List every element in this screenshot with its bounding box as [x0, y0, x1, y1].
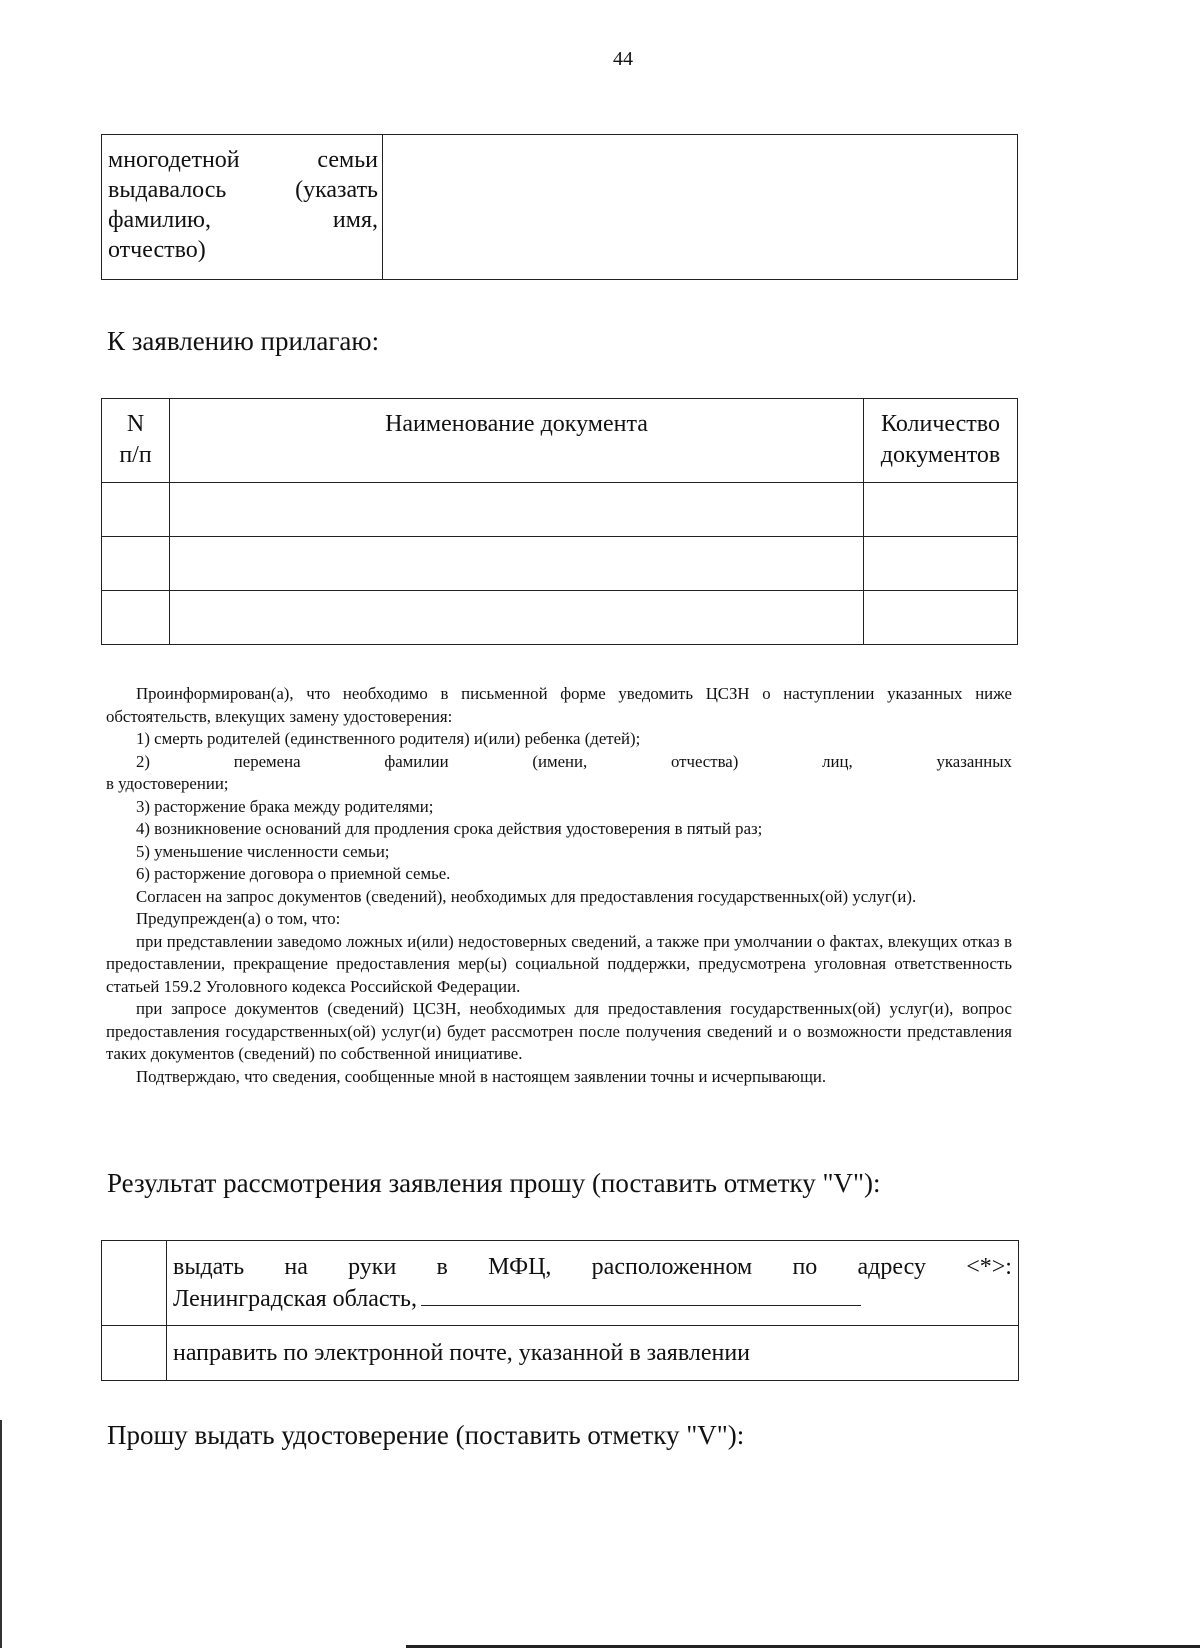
address-blank-field[interactable] — [421, 1283, 861, 1306]
list-item: 1) смерть родителей (единственного родителя) и(или) ребенка (детей); — [136, 729, 641, 748]
list-item: 5) уменьшение численности семьи; — [136, 841, 390, 861]
table-row — [102, 591, 1018, 645]
paragraph: Согласен на запрос документов (сведений), необходимых для предоставления государственных(ой) услуг(и). — [136, 886, 917, 906]
option-line: Ленинградская область, — [173, 1283, 1012, 1315]
result-heading: Результат рассмотрения заявления прошу (поставить отметку "V"): — [107, 1168, 881, 1198]
paragraph: Подтверждаю, что сведения, сообщенные мной в настоящем заявлении точны и исчерпывающи. — [136, 1066, 827, 1086]
list-item: 2) перемена фамилии (имени, отчества) лиц, указанных — [136, 751, 1012, 771]
cell-document-name[interactable] — [170, 483, 864, 537]
issue-heading: Прошу выдать удостоверение (поставить отметку "V"): — [107, 1420, 745, 1450]
attached-documents-table — [101, 398, 1018, 645]
option-mfc-label — [167, 1241, 1019, 1326]
cell-number[interactable] — [102, 537, 170, 591]
label-line: фамилию, имя, — [108, 207, 378, 233]
cell-document-name[interactable] — [170, 591, 864, 645]
list-item: 6) расторжение договора о приемной семье. — [136, 864, 451, 883]
table-header-row — [102, 399, 1018, 483]
list-item-continuation: в удостоверении; — [106, 774, 229, 793]
header-number: N п/п — [102, 399, 170, 483]
cell-quantity[interactable] — [864, 483, 1018, 537]
option-email-checkbox[interactable] — [102, 1326, 167, 1381]
cell-document-name[interactable] — [170, 537, 864, 591]
table-row — [102, 483, 1018, 537]
family-info-value-field[interactable] — [383, 135, 1017, 279]
label-line: отчество) — [108, 237, 206, 263]
paragraph: при представлении заведомо ложных и(или) недостоверных сведений, а также при умолчании о фактах, влекущих отказ в предоставлении, прекращение предоставления мер(ы) социальной поддержки, предусмотрена уголовная ответственность статьей 159.2 Уголовного кодекса Российской Федерации. — [106, 931, 1012, 996]
table-row — [102, 1326, 1019, 1381]
list-item: 3) расторжение брака между родителями; — [136, 796, 434, 816]
scan-edge-line — [0, 1420, 2, 1648]
option-line: выдать на руки в МФЦ, расположенном по адресу <*>: — [173, 1254, 1012, 1280]
result-options-table — [101, 1240, 1019, 1381]
header-document-name: Наименование документа — [170, 399, 864, 483]
page-number: 44 — [613, 48, 633, 70]
cell-number[interactable] — [102, 591, 170, 645]
paragraph: Проинформирован(а), что необходимо в письменной форме уведомить ЦСЗН о наступлении указанных ниже обстоятельств, влекущих замену удостоверения: — [106, 684, 1012, 726]
cell-quantity[interactable] — [864, 591, 1018, 645]
paragraph: Предупрежден(а) о том, что: — [136, 909, 341, 928]
notification-text-block — [106, 683, 1012, 1088]
family-info-label — [102, 135, 383, 279]
cell-quantity[interactable] — [864, 537, 1018, 591]
paragraph: при запросе документов (сведений) ЦСЗН, необходимых для предоставления государственных(ой) услуг(и), вопрос предоставления государственных(ой) услуг(и) будет рассмотрен после получения сведений и о возможности представления таких документов (сведений) по собственной инициативе. — [106, 999, 1012, 1063]
label-line: выдавалось (указать — [108, 177, 378, 203]
label-line: многодетной семьи — [108, 147, 378, 173]
list-item: 4) возникновение оснований для продления срока действия удостоверения в пятый раз; — [136, 819, 763, 838]
attach-heading: К заявлению прилагаю: — [107, 326, 380, 356]
table-row — [102, 537, 1018, 591]
option-email-label: направить по электронной почте, указанной в заявлении — [167, 1326, 1019, 1381]
cell-number[interactable] — [102, 483, 170, 537]
option-mfc-checkbox[interactable] — [102, 1241, 167, 1326]
header-quantity: Количество документов — [864, 399, 1018, 483]
table-row — [102, 1241, 1019, 1326]
family-info-table — [101, 134, 1018, 280]
